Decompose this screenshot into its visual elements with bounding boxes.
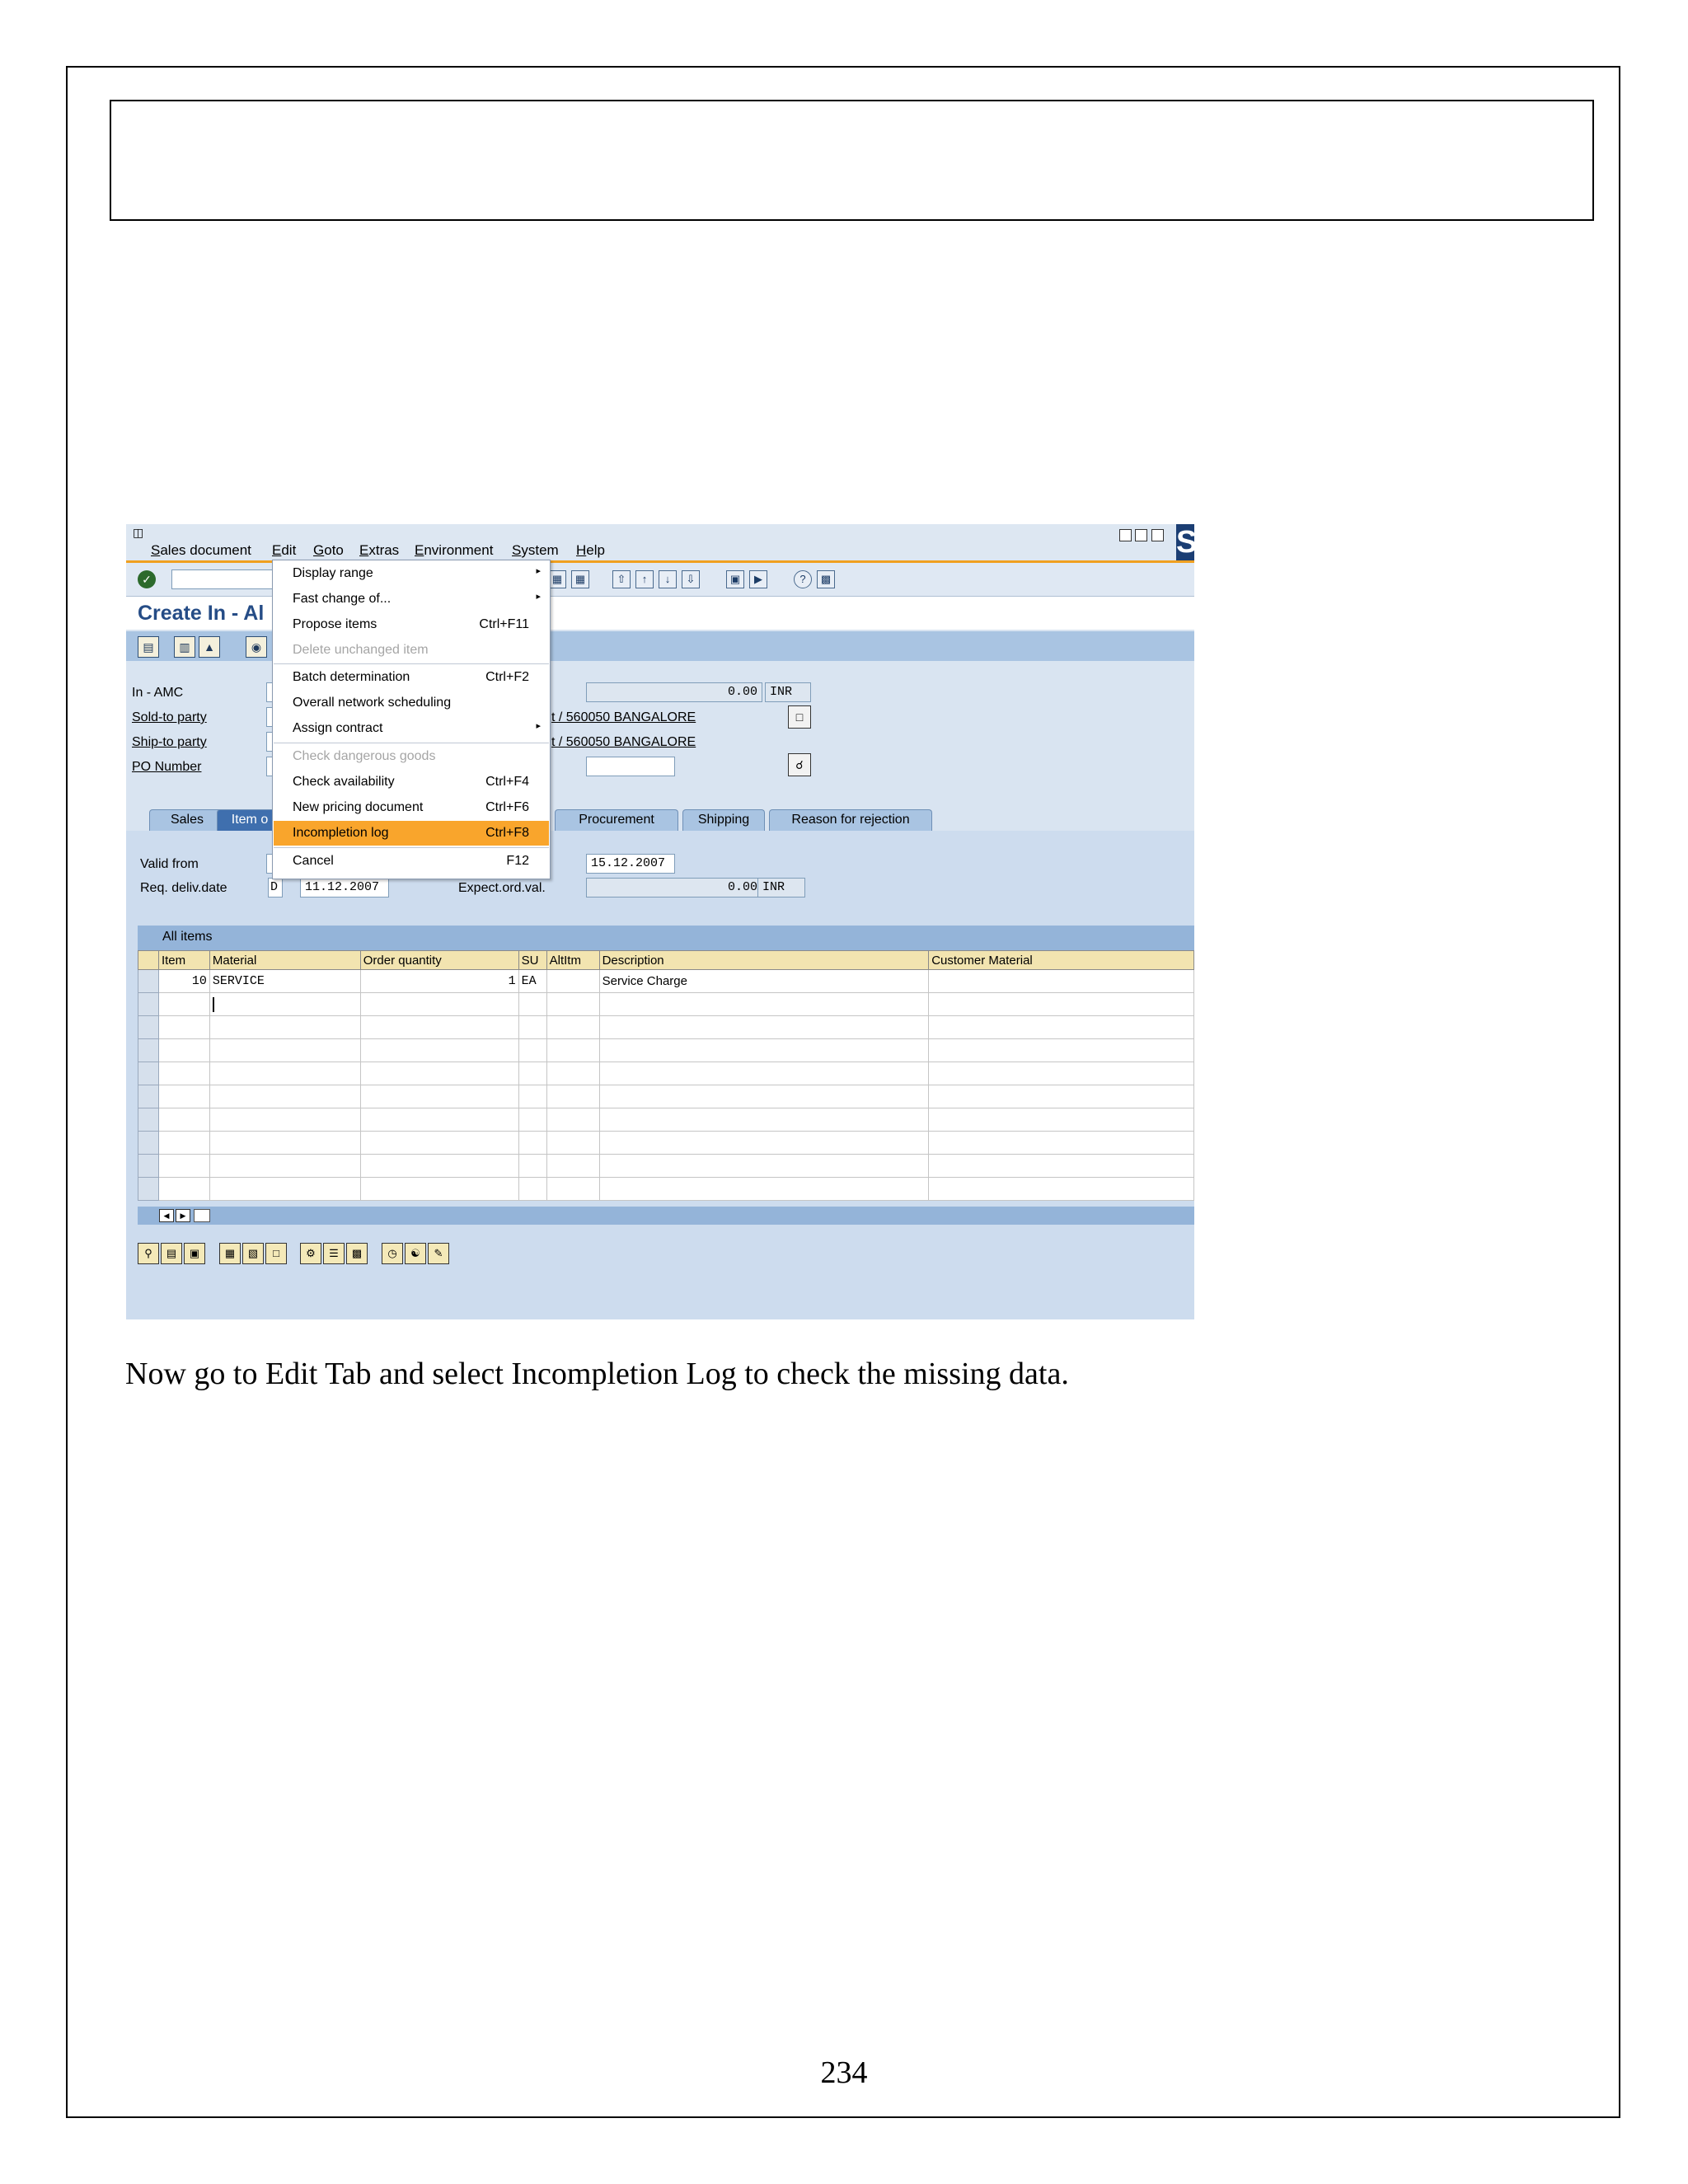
su-cell[interactable]: [518, 1062, 546, 1085]
customer-material-cell[interactable]: [929, 1178, 1194, 1201]
su-cell[interactable]: EA: [518, 970, 546, 993]
menu-extras[interactable]: Extras: [359, 542, 400, 558]
order-quantity-cell[interactable]: [360, 1132, 518, 1155]
po-number-label: PO Number: [132, 760, 202, 774]
menu-item-batch-determination[interactable]: Batch determination Ctrl+F2: [293, 670, 529, 684]
customer-material-cell[interactable]: [929, 1039, 1194, 1062]
row-selector[interactable]: [138, 1062, 159, 1085]
tab-shipping[interactable]: Shipping: [682, 809, 765, 831]
menu-item-delete-unchanged-item: Delete unchanged item: [293, 643, 429, 657]
material-cell[interactable]: [209, 993, 360, 1016]
menu-item-cancel[interactable]: Cancel F12: [293, 854, 529, 868]
item-cell[interactable]: [158, 1132, 209, 1155]
next-page-icon[interactable]: ↓: [659, 570, 677, 588]
previous-page-icon[interactable]: ↑: [635, 570, 654, 588]
items-table: [138, 950, 1194, 1201]
currency-field: INR: [765, 682, 811, 702]
altitm-cell[interactable]: [546, 1178, 599, 1201]
row-selector[interactable]: [138, 1016, 159, 1039]
sap-logo: S: [1176, 525, 1198, 560]
customer-material-cell[interactable]: [929, 993, 1194, 1016]
availability-check-icon[interactable]: ◷: [382, 1243, 403, 1264]
item-cell[interactable]: [158, 1178, 209, 1201]
su-cell[interactable]: [518, 1132, 546, 1155]
menu-environment[interactable]: Environment: [415, 542, 494, 558]
configuration-icon[interactable]: ⚙: [300, 1243, 321, 1264]
edit-menu-dropdown: [272, 560, 551, 879]
schedule-lines-icon[interactable]: ☰: [323, 1243, 345, 1264]
select-all-icon[interactable]: ▦: [219, 1243, 241, 1264]
items-grid-title: [138, 926, 1194, 950]
description-cell[interactable]: [599, 1039, 929, 1062]
material-cell[interactable]: [209, 1062, 360, 1085]
table-row[interactable]: [138, 993, 1194, 1016]
find-next-icon[interactable]: ▦: [571, 570, 589, 588]
scroll-left-icon[interactable]: ◀: [159, 1209, 174, 1222]
sap-screenshot: [126, 524, 1198, 1319]
row-selector[interactable]: [138, 1178, 159, 1201]
header-details-icon[interactable]: ◉: [246, 636, 267, 658]
description-cell[interactable]: [599, 1085, 929, 1108]
menu-sales-document[interactable]: Sales document: [151, 542, 251, 558]
select-block-icon[interactable]: ▧: [242, 1243, 264, 1264]
menu-item-check-availability[interactable]: Check availability Ctrl+F4: [293, 775, 529, 789]
description-cell[interactable]: [599, 1016, 929, 1039]
menu-bar: [126, 524, 1198, 560]
page-number: 234: [820, 2055, 868, 2090]
column-header-material[interactable]: Material: [209, 951, 360, 970]
material-cell[interactable]: [209, 1178, 360, 1201]
first-page-icon[interactable]: ⇧: [612, 570, 631, 588]
menu-item-assign-contract[interactable]: Assign contract ▸: [293, 721, 541, 735]
item-cell[interactable]: [158, 1062, 209, 1085]
description-cell[interactable]: [599, 1062, 929, 1085]
menu-edit[interactable]: Edit: [272, 542, 297, 558]
description-cell[interactable]: [599, 993, 929, 1016]
su-cell[interactable]: [518, 1016, 546, 1039]
po-details-icon[interactable]: ☌: [788, 753, 811, 776]
submenu-arrow-icon: ▸: [536, 566, 541, 576]
material-cell[interactable]: [209, 1085, 360, 1108]
table-row[interactable]: [138, 1108, 1194, 1132]
su-cell[interactable]: [518, 1155, 546, 1178]
find-icon[interactable]: ▦: [548, 570, 566, 588]
tab-sales[interactable]: Sales: [149, 809, 225, 831]
tab-reason-for-rejection[interactable]: Reason for rejection: [769, 809, 932, 831]
order-quantity-cell[interactable]: [360, 1108, 518, 1132]
altitm-cell[interactable]: [546, 970, 599, 993]
customer-material-cell[interactable]: [929, 1155, 1194, 1178]
display-doc-flow-icon[interactable]: ▥: [174, 636, 195, 658]
table-row[interactable]: [138, 970, 1194, 993]
layout-menu-icon[interactable]: ▩: [817, 570, 835, 588]
customer-material-cell[interactable]: [929, 970, 1194, 993]
last-page-icon[interactable]: ⇩: [682, 570, 700, 588]
material-cell[interactable]: [209, 1132, 360, 1155]
valid-to-field[interactable]: 15.12.2007: [586, 854, 675, 874]
item-cell[interactable]: [158, 1039, 209, 1062]
menu-separator: [274, 847, 549, 848]
items-grid-title-text: All items: [162, 930, 213, 944]
customer-material-cell[interactable]: [929, 1062, 1194, 1085]
row-selector[interactable]: [138, 1132, 159, 1155]
customer-material-cell[interactable]: [929, 1132, 1194, 1155]
select-all-header[interactable]: [138, 951, 159, 970]
altitm-cell[interactable]: [546, 1132, 599, 1155]
column-header-item[interactable]: Item: [158, 951, 209, 970]
row-selector[interactable]: [138, 1155, 159, 1178]
table-row[interactable]: [138, 1016, 1194, 1039]
window-menu-icon[interactable]: ◫: [133, 526, 144, 539]
tab-item-overview[interactable]: Item o: [217, 809, 283, 831]
tab-procurement[interactable]: Procurement: [555, 809, 678, 831]
req-deliv-date-label: Req. deliv.date: [140, 881, 227, 895]
table-row[interactable]: [138, 1085, 1194, 1108]
more-functions-icon[interactable]: ✎: [428, 1243, 449, 1264]
material-cell[interactable]: [209, 1016, 360, 1039]
su-cell[interactable]: [518, 1085, 546, 1108]
po-date-field[interactable]: [586, 757, 675, 776]
customer-material-cell[interactable]: [929, 1108, 1194, 1132]
item-details-icon[interactable]: ⚲: [138, 1243, 159, 1264]
expect-ord-val-field: 0.00: [586, 878, 762, 898]
ship-to-party-address[interactable]: t / 560050 BANGALORE: [551, 735, 696, 749]
material-cell[interactable]: [209, 1039, 360, 1062]
order-quantity-cell[interactable]: [360, 1178, 518, 1201]
row-selector[interactable]: [138, 1039, 159, 1062]
table-row[interactable]: [138, 1155, 1194, 1178]
customer-material-cell[interactable]: [929, 1016, 1194, 1039]
description-cell[interactable]: [599, 1178, 929, 1201]
item-cell[interactable]: [158, 993, 209, 1016]
altitm-cell[interactable]: [546, 1039, 599, 1062]
table-header-row: [138, 951, 1194, 970]
column-header-su[interactable]: SU: [518, 951, 546, 970]
altitm-cell[interactable]: [546, 993, 599, 1016]
create-session-icon[interactable]: ▣: [726, 570, 744, 588]
material-cell[interactable]: SERVICE: [209, 970, 360, 993]
order-quantity-cell[interactable]: [360, 1155, 518, 1178]
document-icon[interactable]: □: [788, 705, 811, 729]
table-row[interactable]: [138, 1132, 1194, 1155]
column-header-altitm[interactable]: AltItm: [546, 951, 599, 970]
expect-currency-field: INR: [757, 878, 805, 898]
menu-item-overall-network-scheduling[interactable]: Overall network scheduling: [293, 696, 452, 710]
menu-item-incompletion-log[interactable]: Incompletion log Ctrl+F8: [274, 821, 549, 846]
order-quantity-cell[interactable]: [360, 1016, 518, 1039]
menu-system[interactable]: System: [512, 542, 559, 558]
item-cell[interactable]: [158, 1085, 209, 1108]
close-icon[interactable]: [1151, 529, 1164, 541]
status-overview-icon[interactable]: ▲: [199, 636, 220, 658]
net-value-field: 0.00: [586, 682, 762, 702]
item-cell[interactable]: 10: [158, 970, 209, 993]
sold-to-party-label[interactable]: Sold-to party: [132, 710, 207, 724]
text-cursor: [213, 997, 214, 1012]
req-deliv-type-field[interactable]: D: [268, 878, 283, 898]
minimize-icon[interactable]: [1119, 529, 1132, 541]
material-cell[interactable]: [209, 1108, 360, 1132]
order-quantity-cell[interactable]: [360, 1062, 518, 1085]
help-icon[interactable]: ?: [794, 570, 812, 588]
altitm-cell[interactable]: [546, 1085, 599, 1108]
scroll-right-icon[interactable]: ▶: [176, 1209, 190, 1222]
item-cell[interactable]: [158, 1155, 209, 1178]
enter-check-icon[interactable]: ✓: [138, 570, 156, 588]
delete-row-icon[interactable]: ▣: [184, 1243, 205, 1264]
table-row[interactable]: [138, 1039, 1194, 1062]
deselect-all-icon[interactable]: □: [265, 1243, 287, 1264]
altitm-cell[interactable]: [546, 1016, 599, 1039]
header-box: [110, 100, 1594, 221]
item-cell[interactable]: [158, 1108, 209, 1132]
order-quantity-cell[interactable]: [360, 1085, 518, 1108]
screen-title: Create In - Al: [138, 602, 265, 625]
altitm-cell[interactable]: [546, 1155, 599, 1178]
menu-item-propose-items[interactable]: Propose items Ctrl+F11: [293, 617, 529, 631]
table-row[interactable]: [138, 1178, 1194, 1201]
instruction-caption: Now go to Edit Tab and select Incompletion Log to check the missing data.: [125, 1357, 1069, 1391]
req-deliv-date-field[interactable]: 11.12.2007: [300, 878, 389, 898]
su-cell[interactable]: [518, 1178, 546, 1201]
pricing-icon[interactable]: ☯: [405, 1243, 426, 1264]
order-quantity-cell[interactable]: [360, 1039, 518, 1062]
overview-icon[interactable]: ▤: [138, 636, 159, 658]
column-header-customer-material[interactable]: Customer Material: [929, 951, 1194, 970]
column-header-description[interactable]: Description: [599, 951, 929, 970]
submenu-arrow-icon: ▸: [536, 721, 541, 731]
altitm-cell[interactable]: [546, 1108, 599, 1132]
row-selector[interactable]: [138, 970, 159, 993]
row-selector[interactable]: [138, 1108, 159, 1132]
menu-item-display-range[interactable]: Display range ▸: [293, 566, 541, 580]
item-cell[interactable]: [158, 1016, 209, 1039]
description-cell[interactable]: Service Charge: [599, 970, 929, 993]
row-selector[interactable]: [138, 993, 159, 1016]
ship-to-party-label[interactable]: Ship-to party: [132, 735, 207, 749]
description-cell[interactable]: [599, 1132, 929, 1155]
description-cell[interactable]: [599, 1108, 929, 1132]
item-conditions-icon[interactable]: ▩: [346, 1243, 368, 1264]
customer-material-cell[interactable]: [929, 1085, 1194, 1108]
maximize-icon[interactable]: [1135, 529, 1147, 541]
menu-item-new-pricing-document[interactable]: New pricing document Ctrl+F6: [293, 800, 529, 814]
su-cell[interactable]: [518, 993, 546, 1016]
menu-item-fast-change[interactable]: Fast change of... ▸: [293, 592, 541, 606]
description-cell[interactable]: [599, 1155, 929, 1178]
menu-separator: [274, 663, 549, 664]
expect-ord-val-label: Expect.ord.val.: [458, 881, 546, 895]
su-cell[interactable]: [518, 1108, 546, 1132]
sold-to-party-address[interactable]: t / 560050 BANGALORE: [551, 710, 696, 724]
material-cell[interactable]: [209, 1155, 360, 1178]
order-type-label: In - AMC: [132, 686, 184, 700]
horizontal-scrollbar[interactable]: [138, 1207, 1194, 1225]
column-header-order-quantity[interactable]: Order quantity: [360, 951, 518, 970]
submenu-arrow-icon: ▸: [536, 592, 541, 602]
su-cell[interactable]: [518, 1039, 546, 1062]
insert-row-icon[interactable]: ▤: [161, 1243, 182, 1264]
menu-goto[interactable]: Goto: [313, 542, 344, 558]
table-row[interactable]: [138, 1062, 1194, 1085]
menu-help[interactable]: Help: [576, 542, 605, 558]
row-selector[interactable]: [138, 1085, 159, 1108]
shortcut-icon[interactable]: ▶: [749, 570, 767, 588]
valid-from-label: Valid from: [140, 857, 199, 871]
scroll-thumb[interactable]: [194, 1209, 210, 1222]
order-quantity-cell[interactable]: 1: [360, 970, 518, 993]
altitm-cell[interactable]: [546, 1062, 599, 1085]
menu-item-check-dangerous-goods: Check dangerous goods: [293, 749, 436, 763]
order-quantity-cell[interactable]: [360, 993, 518, 1016]
